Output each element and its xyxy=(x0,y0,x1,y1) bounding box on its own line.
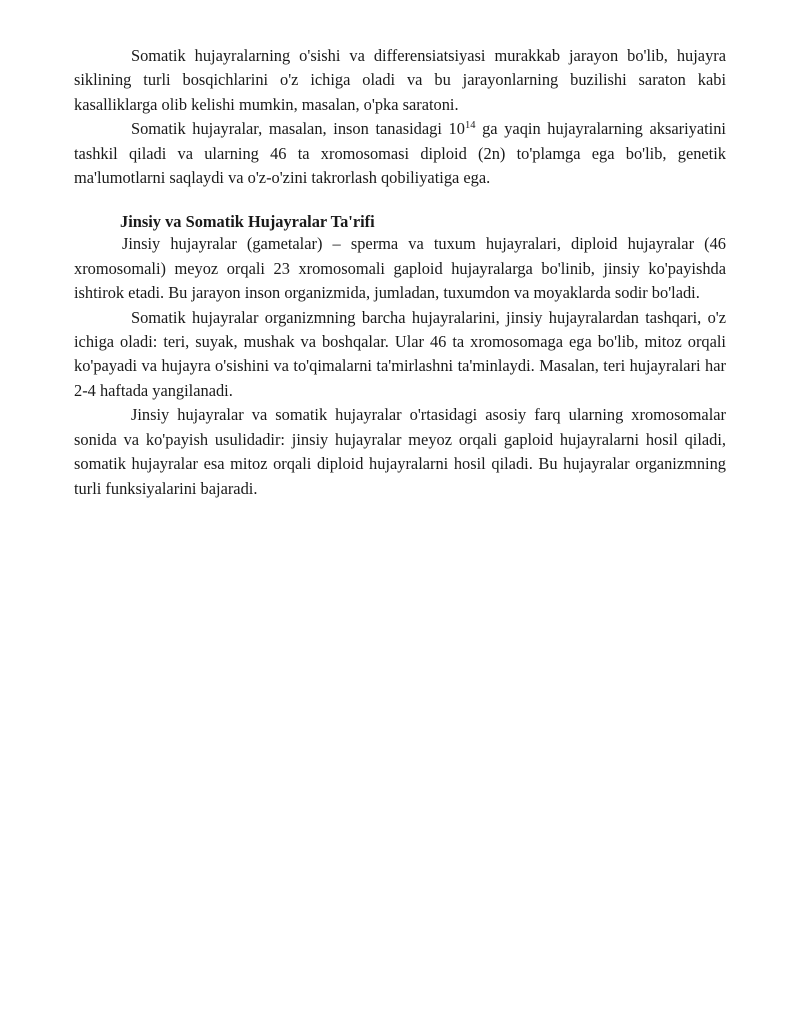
paragraph-somatic-count-before: Somatik hujayralar, masalan, inson tanasidagi 10 xyxy=(131,119,465,139)
paragraph-somatic-growth: Somatik hujayralarning o'sishi va differensiatsiyasi murakkab jarayon bo'lib, hujayra siklining turli bosqichlarini o'z ichiga oladi va bu jarayonlarning buzilishi saraton kabi kasalliklarga olib kelishi mumkin, masalan, o'pka saratoni. xyxy=(74,46,726,114)
section-heading: Jinsiy va Somatik Hujayralar Ta'rifi xyxy=(120,212,375,232)
exponent-superscript: 14 xyxy=(464,120,476,132)
paragraph-germ-cells: Jinsiy hujayralar (gametalar) – sperma va tuxum hujayralari, diploid hujayralar (46 xromosomali) meyoz orqali 23 xromosomali gaploid hujayralarga bo'linib, jinsiy ko'payishda ishtirok etadi. Bu jarayon inson organizmida, jumladan, tuxumdon va moyaklarda sodir bo'ladi. xyxy=(74,234,726,303)
paragraph-somatic-count-after: ga yaqin hujayralarning aksariyatini tashkil qiladi va ularning 46 ta xromosomasi diploid (2n) to'plamga ega bo'lib, genetik ma'lumotlarni saqlaydi va o'z-o'zini takrorlash qobiliyatiga ega. xyxy=(74,119,726,188)
paragraph-somatic-count xyxy=(74,117,726,190)
paragraph-difference: Jinsiy hujayralar va somatik hujayralar o'rtasidagi asosiy farq ularning xromosomalar sonida va ko'payish usulidadir: jinsiy hujayralar meyoz orqali gaploid hujayralarni hosil qiladi, somatik hujayralar esa mitoz orqali diploid hujayralarni hosil qiladi. Bu hujayralar organizmning turli funksiyalarini bajaradi. xyxy=(74,405,726,498)
paragraph-somatic-cells: Somatik hujayralar organizmning barcha hujayralarini, jinsiy hujayralardan tashqari, o'z ichiga oladi: teri, suyak, mushak va boshqalar. Ular 46 ta xromosomaga ega bo'lib, mitoz orqali ko'payadi va hujayra o'sishini va to'qimalarni ta'mirlashni ta'minlaydi. Masalan, teri hujayralari har 2-4 haftada yangilanadi. xyxy=(74,307,726,400)
document-page xyxy=(74,44,726,501)
